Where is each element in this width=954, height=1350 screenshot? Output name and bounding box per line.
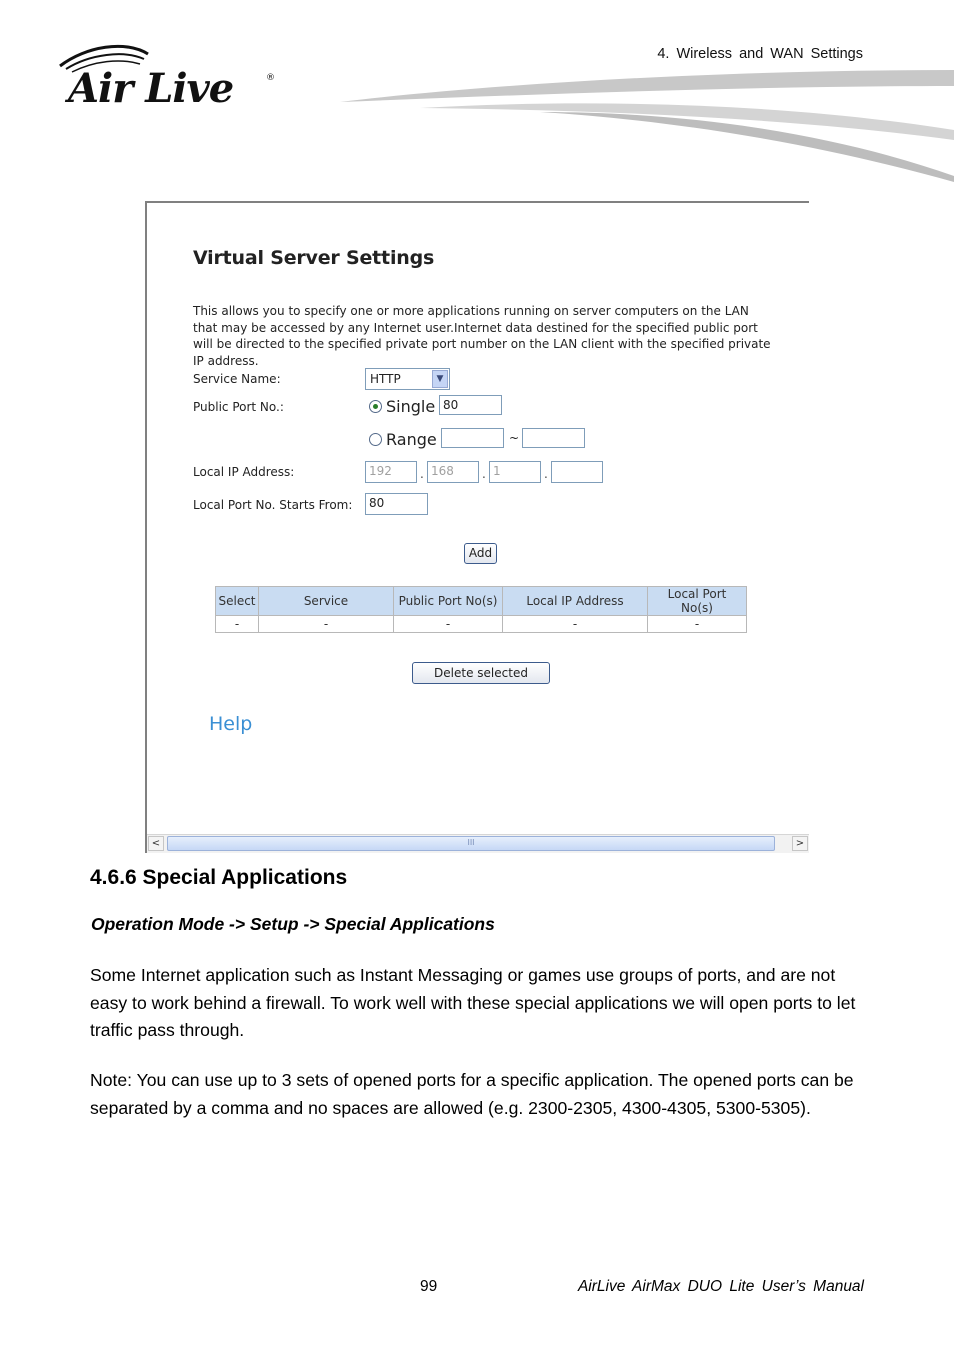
scrollbar-thumb[interactable]: III: [167, 836, 775, 851]
chevron-down-icon[interactable]: ▼: [432, 370, 448, 388]
manual-title: AirLive AirMax DUO Lite User’s Manual: [577, 1278, 864, 1295]
service-name-label: Service Name:: [193, 372, 281, 386]
range-from-input[interactable]: [441, 428, 504, 448]
radio-selected-icon[interactable]: [369, 400, 382, 413]
airlive-logo: [56, 42, 281, 108]
table-header-public-port: Public Port No(s): [394, 587, 503, 616]
add-button[interactable]: Add: [464, 543, 497, 564]
range-radio-option[interactable]: [369, 430, 437, 449]
header-swoosh: [340, 66, 954, 182]
table-cell: -: [259, 616, 394, 633]
scroll-right-icon[interactable]: >: [792, 836, 808, 851]
table-cell: -: [216, 616, 259, 633]
table-cell: -: [503, 616, 648, 633]
range-to-input[interactable]: [522, 428, 585, 448]
public-port-label: Public Port No.:: [193, 400, 284, 414]
ip-octet-3[interactable]: 1: [489, 461, 541, 483]
paragraph: Some Internet application such as Instant Messaging or games use groups of ports, and are not easy to work behind a firewall. To work well with these special applications we will open ports to let traffic pass through.: [90, 965, 856, 1040]
ip-octet-4[interactable]: [551, 461, 603, 483]
ip-dot: .: [482, 467, 486, 481]
table-cell: -: [394, 616, 503, 633]
table-header-service: Service: [259, 587, 394, 616]
virtual-server-screenshot: [145, 201, 809, 853]
navigation-path: Operation Mode -> Setup -> Special Applications: [91, 914, 495, 934]
single-radio-option[interactable]: [369, 397, 435, 416]
range-label: Range: [386, 430, 437, 449]
page-number: 99: [420, 1278, 438, 1295]
ip-dot: .: [544, 467, 548, 481]
service-name-select[interactable]: [365, 368, 450, 390]
note-paragraph: Note: You can use up to 3 sets of opened ports for a specific application. The opened ports can be separated by a comma and no spaces are allowed (e.g. 2300-2305, 4300-4305, 5300-5305).: [90, 1070, 854, 1118]
page-title: Virtual Server Settings: [193, 247, 435, 269]
horizontal-scrollbar[interactable]: [147, 834, 809, 853]
table-header-local-ip: Local IP Address: [503, 587, 648, 616]
ip-octet-1[interactable]: 192: [365, 461, 417, 483]
delete-selected-button[interactable]: Delete selected: [412, 662, 550, 684]
scroll-left-icon[interactable]: <: [148, 836, 164, 851]
table-header-select: Select: [216, 587, 259, 616]
table-cell: -: [648, 616, 747, 633]
local-port-label: Local Port No. Starts From:: [193, 498, 353, 512]
help-link[interactable]: Help: [209, 713, 253, 735]
section-heading: 4.6.6 Special Applications: [90, 866, 348, 889]
chapter-title: 4. Wireless and WAN Settings: [657, 46, 863, 62]
virtual-server-table: [215, 586, 747, 633]
ip-dot: .: [420, 467, 424, 481]
table-header-local-port: Local Port No(s): [648, 587, 747, 616]
ip-octet-2[interactable]: 168: [427, 461, 479, 483]
page-description: This allows you to specify one or more applications running on server computers on the LAN that may be accessed by any Internet user.Internet data destined for the specified public port will be directed to the specified private port number on the LAN client with the specified private IP address.: [193, 304, 771, 368]
local-port-input[interactable]: 80: [365, 493, 428, 515]
range-separator: ~: [509, 431, 520, 445]
radio-unselected-icon[interactable]: [369, 433, 382, 446]
svg-text:Air Live: Air Live: [68, 65, 234, 108]
single-label: Single: [386, 397, 436, 416]
table-row: [216, 616, 747, 633]
single-port-input[interactable]: 80: [439, 395, 502, 415]
service-name-value: HTTP: [370, 372, 401, 386]
svg-text:®: ®: [266, 73, 275, 83]
local-ip-label: Local IP Address:: [193, 465, 295, 479]
